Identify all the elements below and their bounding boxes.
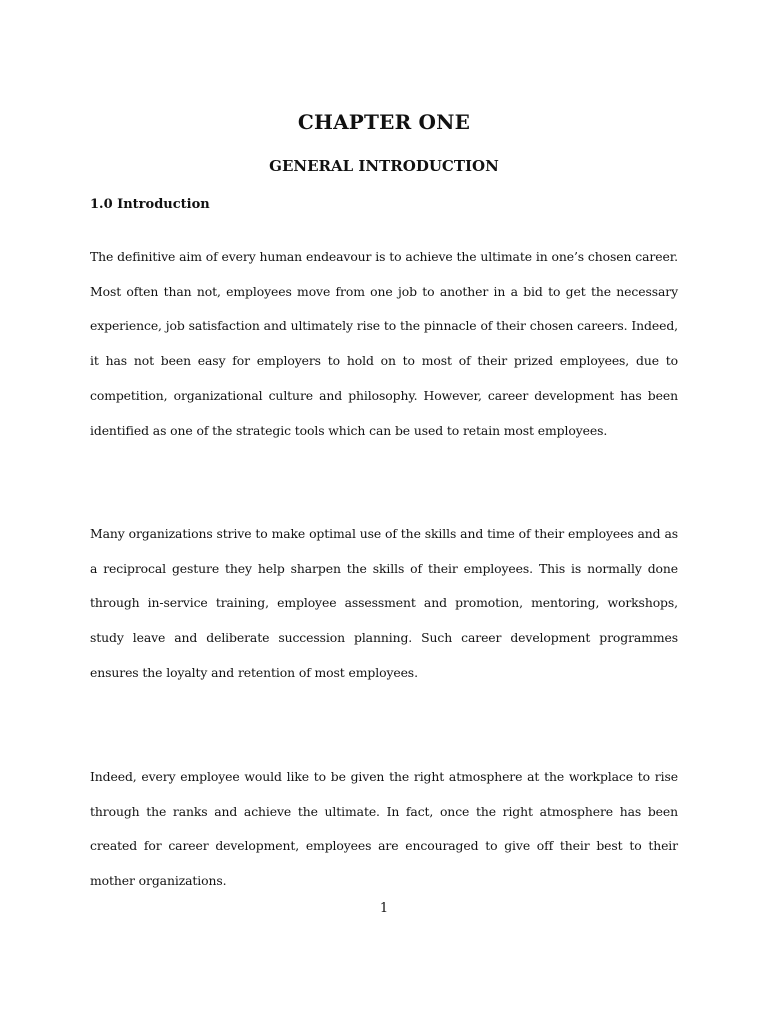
body-paragraph-2: Many organizations strive to make optimal use of the skills and time of their employees and as a reciprocal gesture they help sharpen the skills of their employees. This is normally done through in-service training, employee assessment and promotion, mentoring, workshops, study leave and deliberate succession planning. Such career development programmes ensures the loyalty and retention of most employees. xyxy=(90,526,678,680)
section-title: GENERAL INTRODUCTION xyxy=(269,157,499,175)
subsection-heading: 1.0 Introduction xyxy=(90,197,210,212)
body-paragraph-3: Indeed, every employee would like to be given the right atmosphere at the workplace to rise through the ranks and achieve the ultimate. In fact, once the right atmosphere has been created for career development, employees are encouraged to give off their best to their mother organizations. xyxy=(90,769,678,889)
page-number: 1 xyxy=(379,901,389,916)
body-paragraph-1: The definitive aim of every human endeavour is to achieve the ultimate in one’s chosen career. Most often than not, employees move from one job to another in a bid to get the necessary experience, job satisfaction and ultimately rise to the pinnacle of their chosen careers. Indeed, it has not been easy for employers to hold on to most of their prized employees, due to competition, organizational culture and philosophy. However, career development has been identified as one of the strategic tools which can be used to retain most employees. xyxy=(90,249,678,438)
chapter-title: CHAPTER ONE xyxy=(297,110,471,134)
